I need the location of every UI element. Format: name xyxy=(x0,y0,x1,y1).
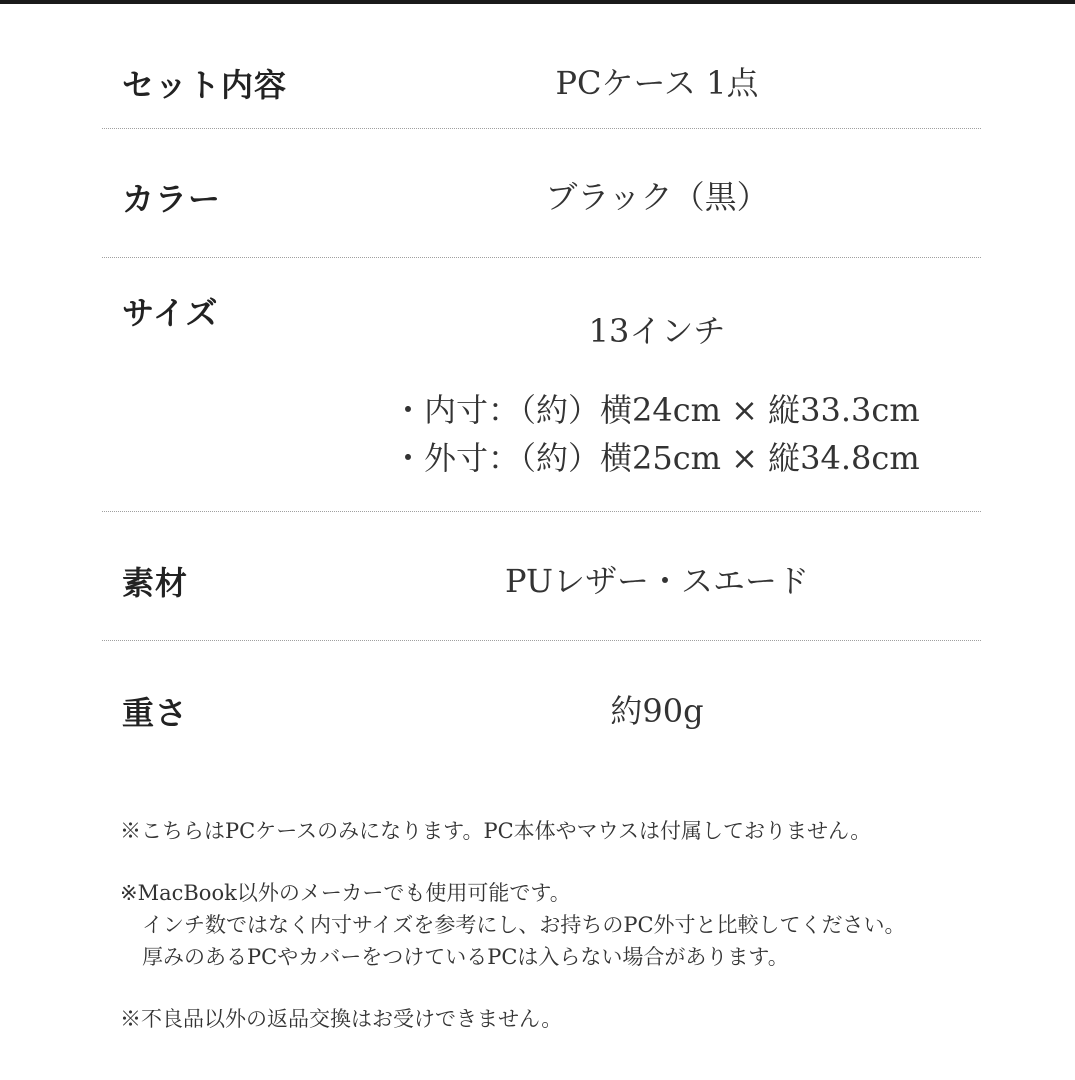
top-border xyxy=(0,0,1075,4)
material-label: 素材 xyxy=(122,564,189,602)
divider xyxy=(102,511,981,512)
size-value: 13インチ xyxy=(588,312,726,350)
size-label: サイズ xyxy=(122,294,219,332)
weight-label: 重さ xyxy=(122,694,189,732)
note-compare-size: インチ数ではなく内寸サイズを参考にし、お持ちのPC外寸と比較してください。 xyxy=(142,913,906,937)
notes-section xyxy=(120,815,1020,1035)
set-contents-label: セット内容 xyxy=(122,66,288,104)
note-pc-case-only: ※こちらはPCケースのみになります。PC本体やマウスは付属しておりません。 xyxy=(120,819,872,843)
material-value: PUレザー・スエード xyxy=(505,562,809,600)
inner-size-line: ・内寸：（約）横24cm × 縦33.3cm xyxy=(392,391,920,429)
note-compatibility: ※MacBook以外のメーカーでも使用可能です。 xyxy=(120,881,571,905)
divider xyxy=(102,257,981,258)
note-thick-pc: 厚みのあるPCやカバーをつけているPCは入らない場合があります。 xyxy=(142,945,789,969)
divider xyxy=(102,128,981,129)
weight-value: 約90g xyxy=(610,692,704,730)
divider xyxy=(102,640,981,641)
note-returns: ※不良品以外の返品交換はお受けできません。 xyxy=(120,1007,563,1031)
color-label: カラー xyxy=(122,180,222,218)
size-details xyxy=(392,386,972,482)
color-value: ブラック（黒） xyxy=(545,178,769,216)
outer-size-line: ・外寸：（約）横25cm × 縦34.8cm xyxy=(392,439,920,477)
set-contents-value: PCケース 1点 xyxy=(555,64,759,102)
